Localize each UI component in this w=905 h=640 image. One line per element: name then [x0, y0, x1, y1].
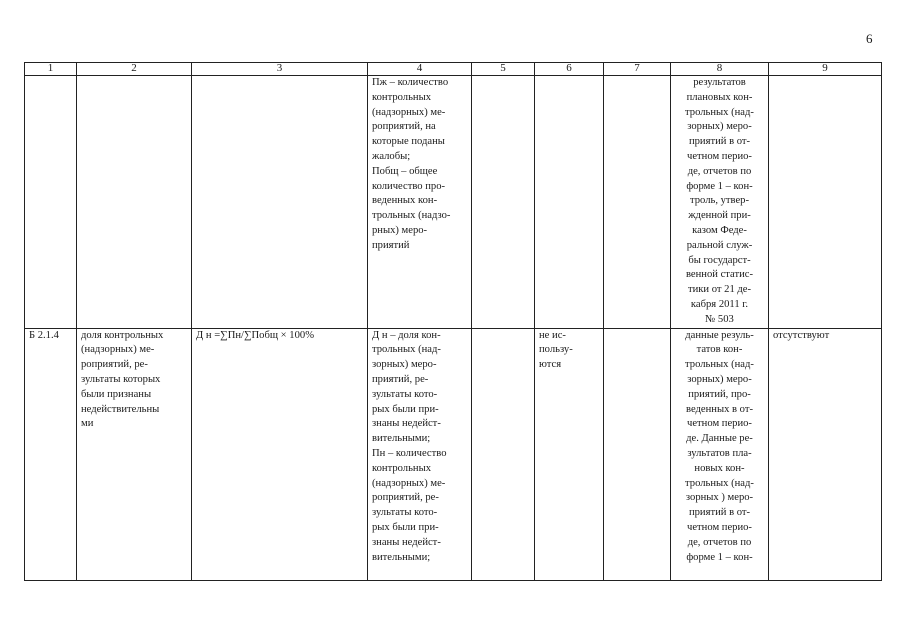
text-line: данные резуль-	[685, 329, 754, 341]
text-line: роприятий, ре-	[81, 359, 148, 371]
row1-col7	[604, 76, 671, 329]
text-line: бы государст-	[688, 254, 751, 266]
row2-indicator-code: Б 2.1.4	[25, 328, 77, 580]
text-line: зультатов пла-	[687, 447, 752, 459]
text-line: татов кон-	[696, 344, 743, 356]
row1-col2	[77, 76, 192, 329]
table-row	[25, 76, 882, 329]
row2-data-source	[671, 328, 769, 580]
text-line: рых были при-	[372, 521, 439, 533]
text-line: де, отчетов по	[687, 536, 752, 548]
text-line: зорных ) меро-	[685, 492, 754, 504]
text-line: Д н – доля кон-	[372, 329, 441, 341]
column-header-2: 2	[77, 63, 192, 76]
page-number: 6	[866, 31, 873, 46]
text-line: веденных кон-	[372, 195, 438, 207]
text-line: вительными;	[372, 433, 431, 445]
text-line: № 503	[705, 313, 734, 325]
text-line: роприятий, на	[372, 121, 436, 133]
text-line: Пн – количество	[372, 447, 447, 459]
text-line: кабря 2011 г.	[690, 298, 749, 310]
column-header-3: 3	[192, 63, 368, 76]
text-line: знаны недейст-	[372, 418, 441, 430]
column-header-4: 4	[368, 63, 472, 76]
text-line: контрольных	[372, 462, 431, 474]
text-line: жденной при-	[688, 210, 751, 222]
text-line: троль, утвер-	[689, 195, 750, 207]
row1-col5	[472, 76, 535, 329]
text-line: трольных (над-	[372, 344, 441, 356]
text-line: контрольных	[372, 91, 431, 103]
text-line: четном перио-	[687, 521, 752, 533]
row1-col3	[192, 76, 368, 329]
text-line: (надзорных) ме-	[81, 344, 155, 356]
text-line: форме 1 – кон-	[686, 551, 753, 563]
text-line: Пж – количество	[372, 77, 449, 88]
text-line: которые поданы	[372, 136, 445, 148]
row1-col1	[25, 76, 77, 329]
column-header-8: 8	[671, 63, 769, 76]
text-line: ральной служ-	[686, 239, 753, 251]
text-line: приятий в от-	[688, 507, 751, 519]
text-line: Побщ – общее	[372, 165, 438, 177]
row2-col5	[472, 328, 535, 580]
row2-indicator-name	[77, 328, 192, 580]
row1-col6	[535, 76, 604, 329]
text-line: ми	[81, 418, 94, 430]
row1-data-source	[671, 76, 769, 329]
text-line: приятий, про-	[688, 388, 751, 400]
column-header-7: 7	[604, 63, 671, 76]
text-line: приятий, ре-	[372, 373, 429, 385]
text-line: были признаны	[81, 388, 152, 400]
text-line: недействительны	[81, 403, 160, 415]
text-line: (надзорных) ме-	[372, 477, 446, 489]
text-line: венной статис-	[685, 269, 753, 281]
column-header-9: 9	[769, 63, 882, 76]
text-line: трольных (над-	[685, 106, 754, 118]
text-line: четном перио-	[687, 418, 752, 430]
column-header-6: 6	[535, 63, 604, 76]
text-line: приятий в от-	[688, 136, 751, 148]
text-line: рых были при-	[372, 403, 439, 415]
row1-variables-description	[368, 76, 472, 329]
text-line: де, отчетов по	[687, 165, 752, 177]
text-line: количество про-	[372, 180, 446, 192]
row2-formula: Д н =∑Пн/∑Побщ × 100%	[192, 328, 368, 580]
text-line: рных) меро-	[372, 224, 428, 236]
text-line: зультаты которых	[81, 373, 161, 385]
row2-variables-description	[368, 328, 472, 580]
text-line: тики от 21 де-	[687, 284, 752, 296]
text-line: приятий	[372, 239, 410, 251]
text-line: жалобы;	[372, 150, 411, 162]
row2-col6-note	[535, 328, 604, 580]
text-line: трольных (надзо-	[372, 210, 451, 222]
text-line: вительными;	[372, 551, 431, 563]
text-line: плановых кон-	[686, 91, 753, 103]
text-line: роприятий, ре-	[372, 492, 439, 504]
text-line: ются	[539, 359, 562, 371]
column-header-5: 5	[472, 63, 535, 76]
text-line: зультаты кото-	[372, 388, 438, 400]
text-line: веденных в от-	[686, 403, 753, 415]
row1-col9	[769, 76, 882, 329]
text-line: (надзорных) ме-	[372, 106, 446, 118]
text-line: форме 1 – кон-	[686, 180, 753, 192]
text-line: казом Феде-	[692, 224, 747, 236]
table-row	[25, 328, 882, 580]
text-line: зорных) меро-	[372, 359, 437, 371]
text-line: зорных) меро-	[687, 373, 752, 385]
text-line: трольных (над-	[685, 359, 754, 371]
text-line: новых кон-	[694, 462, 745, 474]
text-line: зультаты кото-	[372, 507, 438, 519]
text-line: результатов	[693, 77, 746, 88]
header-row	[25, 63, 882, 76]
text-line: зорных) меро-	[687, 121, 752, 133]
text-line: де. Данные ре-	[686, 433, 753, 445]
text-line: доля контрольных	[81, 329, 164, 341]
row2-col7	[604, 328, 671, 580]
text-line: четном перио-	[687, 150, 752, 162]
indicator-table	[24, 62, 882, 581]
text-line: знаны недейст-	[372, 536, 441, 548]
text-line: не ис-	[539, 329, 566, 341]
column-header-1: 1	[25, 63, 77, 76]
text-line: трольных (над-	[685, 477, 754, 489]
text-line: пользу-	[539, 344, 573, 356]
row2-col9-value: отсутствуют	[769, 328, 882, 580]
